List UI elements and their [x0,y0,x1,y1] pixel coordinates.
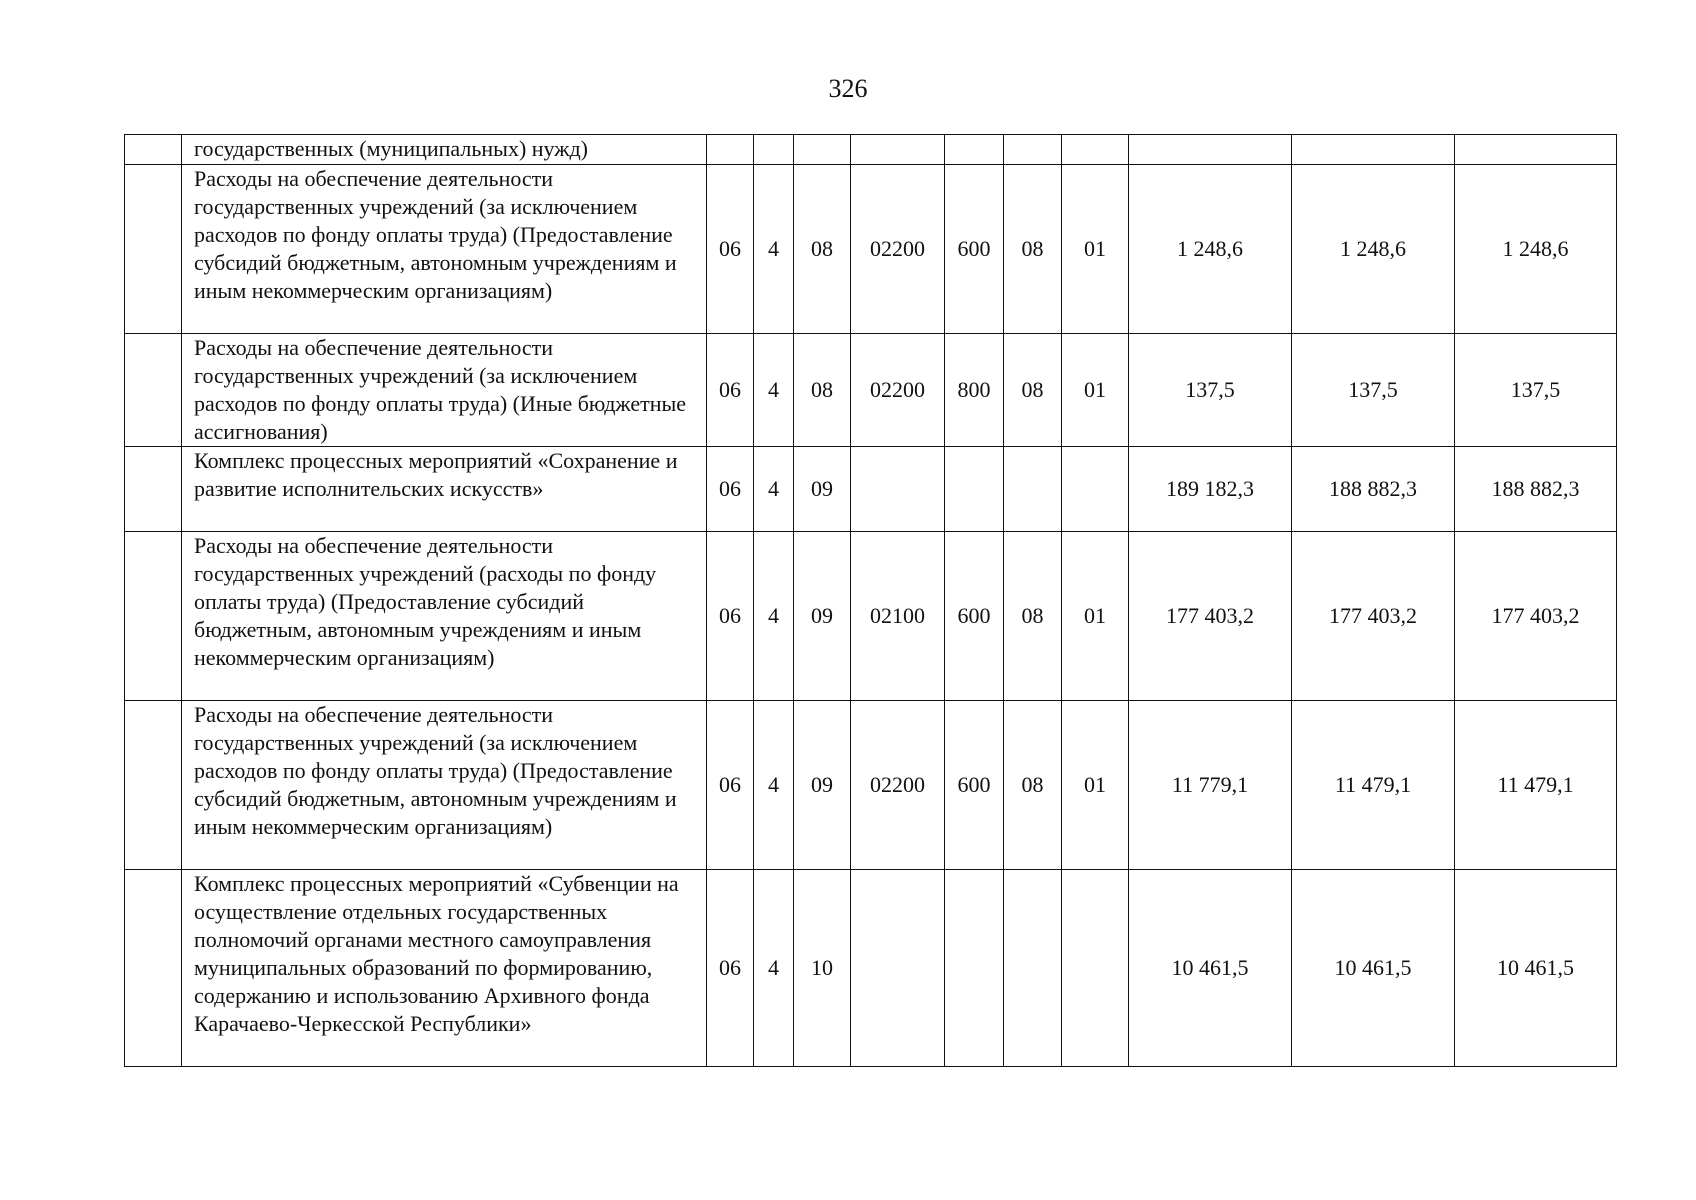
code-cell: 08 [794,165,851,334]
row-number-cell [125,135,182,165]
amount-cell: 188 882,3 [1455,447,1617,532]
amount-cell: 10 461,5 [1455,870,1617,1067]
row-number-cell [125,532,182,701]
code-cell [1004,870,1062,1067]
amount-cell: 1 248,6 [1455,165,1617,334]
code-cell [945,447,1004,532]
code-cell [794,135,851,165]
amount-cell: 137,5 [1129,334,1292,447]
page-number: 326 [828,74,868,103]
code-cell: 800 [945,334,1004,447]
amount-cell: 188 882,3 [1292,447,1455,532]
code-cell: 06 [707,701,754,870]
description-cell: Расходы на обеспечение деятельности государственных учреждений (за исключением расходов по фонду оплаты труда) (Иные бюджетные ассигнования) [182,334,707,447]
code-cell [1062,135,1129,165]
row-number-cell [125,165,182,334]
amount-cell: 177 403,2 [1455,532,1617,701]
code-cell: 02200 [851,334,945,447]
amount-cell [1455,135,1617,165]
table-row [125,135,1617,165]
amount-cell: 11 479,1 [1292,701,1455,870]
description-cell: Расходы на обеспечение деятельности государственных учреждений (за исключением расходов по фонду оплаты труда) (Предоставление субсидий бюджетным, автономным учреждениям и иным некоммерческим организациям) [182,165,707,334]
amount-cell [1292,135,1455,165]
code-cell: 01 [1062,532,1129,701]
description-cell: государственных (муниципальных) нужд) [182,135,707,165]
amount-cell: 137,5 [1455,334,1617,447]
amount-cell: 177 403,2 [1129,532,1292,701]
code-cell [945,870,1004,1067]
description-cell: Расходы на обеспечение деятельности государственных учреждений (расходы по фонду оплаты труда) (Предоставление субсидий бюджетным, автономным учреждениям и иным некоммерческим организациям) [182,532,707,701]
code-cell [1004,447,1062,532]
row-number-cell [125,334,182,447]
code-cell: 01 [1062,701,1129,870]
amount-cell: 1 248,6 [1129,165,1292,334]
row-number-cell [125,870,182,1067]
code-cell: 4 [754,165,794,334]
code-cell: 4 [754,532,794,701]
code-cell: 06 [707,165,754,334]
description-cell: Расходы на обеспечение деятельности государственных учреждений (за исключением расходов по фонду оплаты труда) (Предоставление субсидий бюджетным, автономным учреждениям и иным некоммерческим организациям) [182,701,707,870]
code-cell: 4 [754,447,794,532]
code-cell: 600 [945,165,1004,334]
code-cell [1062,447,1129,532]
code-cell: 06 [707,447,754,532]
code-cell [754,135,794,165]
code-cell: 06 [707,334,754,447]
code-cell: 02100 [851,532,945,701]
code-cell [851,870,945,1067]
budget-table [124,134,1617,1067]
code-cell: 08 [1004,701,1062,870]
code-cell: 06 [707,870,754,1067]
code-cell: 08 [1004,532,1062,701]
code-cell: 09 [794,532,851,701]
code-cell: 10 [794,870,851,1067]
code-cell: 01 [1062,165,1129,334]
table-row [125,870,1617,1067]
code-cell: 09 [794,447,851,532]
code-cell: 08 [794,334,851,447]
code-cell: 08 [1004,165,1062,334]
table-row [125,701,1617,870]
code-cell: 600 [945,701,1004,870]
amount-cell: 10 461,5 [1129,870,1292,1067]
table-row [125,447,1617,532]
amount-cell: 137,5 [1292,334,1455,447]
code-cell [1004,135,1062,165]
description-cell: Комплекс процессных мероприятий «Субвенции на осуществление отдельных государственных полномочий органами местного самоуправления муниципальных образований по формированию, содержанию и использованию Архивного фонда Карачаево-Черкесской Республики» [182,870,707,1067]
amount-cell: 177 403,2 [1292,532,1455,701]
code-cell: 01 [1062,334,1129,447]
table-row [125,165,1617,334]
amount-cell: 11 479,1 [1455,701,1617,870]
amount-cell: 11 779,1 [1129,701,1292,870]
table-row [125,532,1617,701]
amount-cell: 10 461,5 [1292,870,1455,1067]
amount-cell: 1 248,6 [1292,165,1455,334]
code-cell: 06 [707,532,754,701]
table-row [125,334,1617,447]
code-cell: 600 [945,532,1004,701]
row-number-cell [125,701,182,870]
code-cell: 4 [754,334,794,447]
code-cell: 4 [754,870,794,1067]
row-number-cell [125,447,182,532]
code-cell: 4 [754,701,794,870]
code-cell: 08 [1004,334,1062,447]
code-cell: 09 [794,701,851,870]
description-cell: Комплекс процессных мероприятий «Сохранение и развитие исполнительских искусств» [182,447,707,532]
amount-cell [1129,135,1292,165]
code-cell [945,135,1004,165]
code-cell [851,447,945,532]
code-cell [707,135,754,165]
code-cell: 02200 [851,165,945,334]
amount-cell: 189 182,3 [1129,447,1292,532]
code-cell: 02200 [851,701,945,870]
code-cell [1062,870,1129,1067]
code-cell [851,135,945,165]
